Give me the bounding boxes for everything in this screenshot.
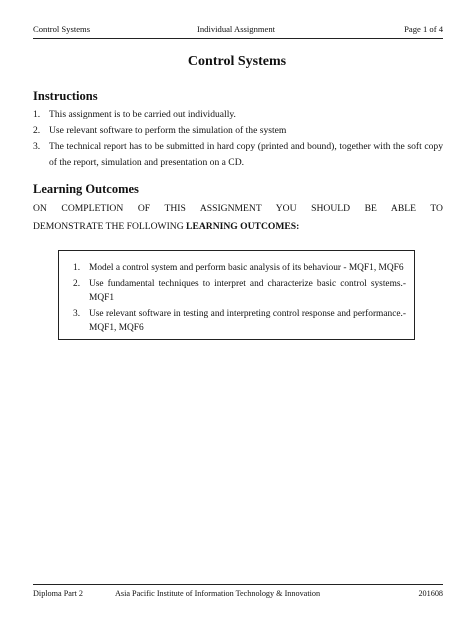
list-item-text: Use relevant software in testing and interpreting control response and performance.- MQF1, MQF6 (89, 309, 406, 333)
footer-institution: Asia Pacific Institute of Information Technology & Innovation (115, 589, 321, 598)
instructions-list (33, 107, 443, 171)
intro-line-1: ON COMPLETION OF THIS ASSIGNMENT YOU SHOULD BE ABLE TO (33, 203, 443, 214)
learning-outcomes-list (73, 261, 406, 335)
list-item-number: 3. (33, 141, 41, 152)
list-item-number: 1. (33, 109, 41, 120)
list-item-text: Use fundamental techniques to interpret and characterize basic control systems.- MQF1 (89, 279, 406, 303)
list-item-number: 2. (73, 279, 81, 289)
list-item-number: 2. (33, 125, 41, 136)
footer-program: Diploma Part 2 (33, 589, 84, 598)
learning-outcomes-box (58, 250, 415, 340)
learning-outcomes-heading: Learning Outcomes (33, 182, 139, 196)
list-item (73, 277, 406, 305)
list-item (33, 107, 443, 123)
header-divider (33, 38, 443, 39)
list-item-text: This assignment is to be carried out individually. (49, 109, 236, 120)
intro-line-2-bold: LEARNING OUTCOMES: (186, 221, 300, 232)
instructions-heading: Instructions (33, 89, 98, 103)
list-item (33, 139, 443, 171)
list-item-number: 3. (73, 309, 81, 319)
page-title: Control Systems (187, 54, 287, 69)
footer-divider (33, 584, 443, 585)
learning-outcomes-intro (33, 200, 443, 236)
list-item (73, 261, 406, 275)
list-item-text: The technical report has to be submitted in hard copy (printed and bound), together with the soft copy of the report, simulation and presentation on a CD. (49, 141, 443, 168)
list-item-number: 1. (73, 263, 81, 273)
list-item (73, 307, 406, 335)
header-course: Control Systems (33, 24, 91, 34)
list-item-text: Use relevant software to perform the simulation of the system (49, 125, 287, 136)
header-page-number: Page 1 of 4 (404, 24, 443, 34)
header-assignment-type: Individual Assignment (197, 24, 276, 34)
list-item (33, 123, 443, 139)
footer-intake-code: 201608 (418, 589, 443, 598)
intro-line-2-prefix: DEMONSTRATE THE FOLLOWING (33, 221, 187, 232)
list-item-text: Model a control system and perform basic analysis of its behaviour - MQF1, MQF6 (89, 263, 404, 273)
